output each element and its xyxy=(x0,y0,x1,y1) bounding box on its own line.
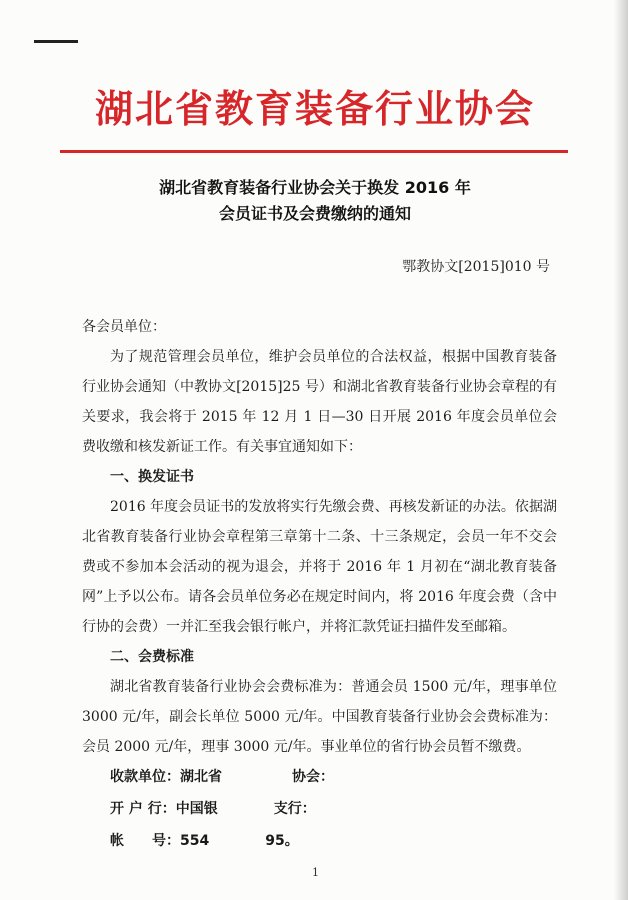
document-title-line-1: 湖北省教育装备行业协会关于换发 2016 年 xyxy=(159,178,471,197)
paragraph-intro: 为了规范管理会员单位，维护会员单位的合法权益，根据中国教育装备行业协会通知（中教协文[2015]25 号）和湖北省教育装备行业协会章程的有关要求，我会将于 2015 年 12 月 1 日—30 日开展 2016 年度会员单位会费收缴和核发新证工作。有关事宜通知如下： xyxy=(82,349,557,455)
document-number: 鄂教协文[2015]010 号 xyxy=(402,259,550,275)
paragraph-fees: 湖北省教育装备行业协会会费标准为：普通会员 1500 元/年，理事单位 3000 元/年，副会长单位 5000 元/年。中国教育装备行业协会会费标准为：会员 2000 元/年，理事 3000 元/年。事业单位的省行协会员暂不缴费。 xyxy=(82,679,557,755)
bank-account: 帐 号：554 95。 xyxy=(110,833,299,849)
bank-name: 开 户 行：中国银 支行： xyxy=(110,801,316,817)
corner-mark xyxy=(34,40,78,43)
letterhead-rule xyxy=(60,150,568,153)
section-heading-certificates: 一、换发证书 xyxy=(110,469,194,485)
document-title-line-2: 会员证书及会费缴纳的通知 xyxy=(218,204,411,223)
scan-edge-shadow xyxy=(614,0,628,900)
bank-payee: 收款单位：湖北省 协会： xyxy=(110,769,334,785)
paragraph-certificates: 2016 年度会员证书的发放将实行先缴会费、再核发新证的办法。依据湖北省教育装备行业协会章程第三章第十二条、十三条规定，会员一年不交会费或不参加本会活动的视为退会，并将于 2016 年 1 月初在“湖北教育装备网”上予以公布。请各会员单位务必在规定时间内，将 2016 年度会费（含中行协的会费）一并汇至我会银行帐户，并将汇款凭证扫描件发至邮箱。 xyxy=(82,499,557,635)
salutation: 各会员单位： xyxy=(82,319,166,335)
letterhead-title: 湖北省教育装备行业协会 xyxy=(94,86,535,131)
section-heading-fees: 二、会费标准 xyxy=(110,649,194,665)
page-number: 1 xyxy=(312,866,319,879)
